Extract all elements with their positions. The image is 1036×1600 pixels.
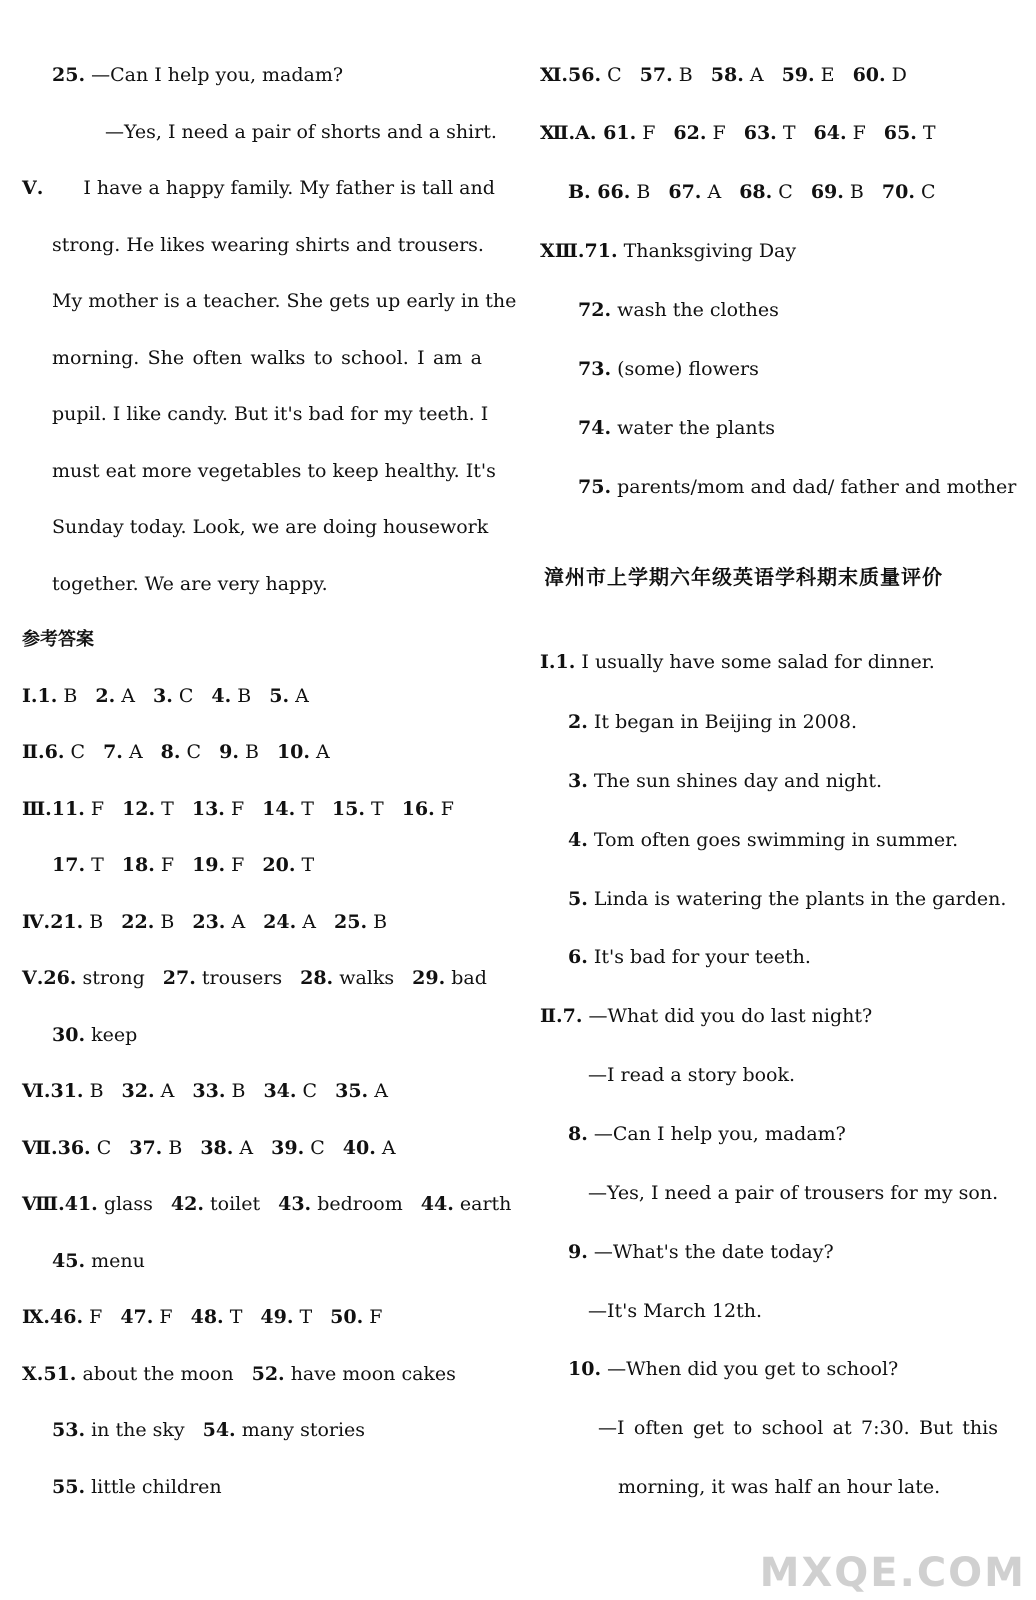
line-text: pupil. I like candy. But it's bad for my teeth. I — [52, 403, 489, 425]
answer-row — [22, 966, 487, 990]
answer-item: 70. C — [881, 181, 936, 203]
answer-item: 13. F — [191, 798, 245, 820]
answer-item: 25. B — [334, 911, 388, 933]
line-text: —What's the date today? — [587, 1241, 834, 1263]
line-text: I have a happy family. My father is tall and — [83, 177, 495, 199]
answer-item: 52. have moon cakes — [251, 1363, 456, 1385]
answer-row — [540, 63, 907, 87]
section-numeral: Ⅳ. — [22, 911, 51, 933]
answer-item: 29. bad — [412, 967, 487, 989]
text-line — [598, 1416, 998, 1440]
answer-row — [568, 180, 936, 204]
answer-item: 12. T — [122, 798, 174, 820]
answer-item: 1. B — [37, 685, 78, 707]
answer-item: 55. little children — [52, 1476, 222, 1498]
item-number: 6. — [568, 946, 588, 968]
line-text: Sunday today. Look, we are doing housework — [52, 516, 489, 538]
line-text: —I read a story book. — [588, 1064, 796, 1086]
item-number: 3. — [568, 770, 588, 792]
answer-item: 34. C — [263, 1080, 318, 1102]
text-line — [568, 1122, 846, 1146]
answer-item: 45. menu — [52, 1250, 145, 1272]
text-line — [52, 515, 489, 539]
text-line — [568, 828, 958, 852]
answer-row — [22, 797, 454, 821]
section-numeral: Ⅹ. — [22, 1363, 44, 1385]
text-line — [588, 1181, 998, 1205]
text-line — [22, 176, 495, 200]
text-line — [52, 289, 517, 313]
line-text: —What did you do last night? — [582, 1005, 873, 1027]
answer-item: 54. many stories — [202, 1419, 366, 1441]
answer-item: 8. C — [160, 741, 202, 763]
answer-item: 5. A — [269, 685, 309, 707]
answer-item: 39. C — [271, 1137, 325, 1159]
section-numeral: Ⅵ. — [22, 1080, 51, 1102]
line-text: Linda is watering the plants in the garden. — [587, 888, 1007, 910]
text-line — [588, 1063, 795, 1087]
answer-item: 19. F — [192, 854, 245, 876]
line-text: —Yes, I need a pair of trousers for my son. — [588, 1182, 999, 1204]
answer-item: 58. A — [710, 64, 764, 86]
answer-item: 24. A — [263, 911, 316, 933]
answer-row — [22, 910, 387, 934]
answer-item: 22. B — [121, 911, 175, 933]
text-line — [568, 945, 811, 969]
answer-row — [540, 239, 796, 263]
section-numeral: XⅢ. — [540, 240, 585, 262]
text-line — [105, 120, 497, 144]
answer-item: 20. T — [262, 854, 315, 876]
text-line — [568, 1240, 834, 1264]
answer-item: A. 61. F — [575, 122, 656, 144]
text-line — [52, 572, 328, 596]
answer-item: 71. Thanksgiving Day — [584, 240, 797, 262]
answer-row — [52, 1249, 145, 1273]
text-line — [618, 1475, 940, 1499]
line-text: The sun shines day and night. — [587, 770, 883, 792]
answer-item: 40. A — [342, 1137, 396, 1159]
section-numeral: Ⅸ. — [22, 1306, 51, 1328]
answer-item: 4. B — [211, 685, 252, 707]
answer-item: 36. C — [57, 1137, 112, 1159]
answer-row — [22, 1192, 511, 1216]
item-number: 8. — [568, 1123, 588, 1145]
answer-item: 37. B — [129, 1137, 183, 1159]
answer-row — [52, 1475, 222, 1499]
item-number: 1. — [555, 651, 576, 673]
answer-row — [22, 1305, 382, 1329]
answers-heading: 参考答案 — [22, 629, 94, 650]
answer-item: 48. T — [190, 1306, 243, 1328]
line-text: morning, it was half an hour late. — [618, 1476, 941, 1498]
section-numeral: Ⅺ. — [540, 64, 569, 86]
section-numeral: Ⅲ. — [22, 798, 52, 820]
answer-row — [578, 475, 1016, 499]
section-numeral: Ⅶ. — [22, 1137, 58, 1159]
answer-row — [52, 1418, 365, 1442]
answer-item: 68. C — [739, 181, 793, 203]
answer-item: 67. A — [668, 181, 722, 203]
item-number: 9. — [568, 1241, 588, 1263]
answer-item: 33. B — [192, 1080, 246, 1102]
answer-item: 57. B — [639, 64, 693, 86]
section-title: 漳州市上学期六年级英语学科期末质量评价 — [544, 565, 943, 589]
answer-item: 41. glass — [64, 1193, 153, 1215]
answer-item: 28. walks — [300, 967, 395, 989]
item-number: 10. — [568, 1358, 602, 1380]
answer-item: 3. C — [152, 685, 194, 707]
text-line — [568, 1357, 898, 1381]
answer-item: 74. water the plants — [578, 417, 776, 439]
line-text: I usually have some salad for dinner. — [575, 651, 935, 673]
answer-row — [578, 416, 775, 440]
watermark: MXQE.COM — [759, 1550, 1026, 1596]
answer-item: 50. F — [330, 1306, 383, 1328]
line-text: It's bad for your teeth. — [587, 946, 811, 968]
section-numeral: Ⅰ. — [22, 685, 38, 707]
answer-item: B. 66. B — [568, 181, 651, 203]
answer-item: 11. F — [51, 798, 105, 820]
answer-item: 53. in the sky — [52, 1419, 185, 1441]
line-text: strong. He likes wearing shirts and trousers. — [52, 234, 484, 256]
answer-item: 32. A — [121, 1080, 175, 1102]
answer-item: 14. T — [262, 798, 314, 820]
answer-item: 6. C — [44, 741, 86, 763]
answer-item: 17. T — [52, 854, 104, 876]
answer-item: 9. B — [219, 741, 259, 763]
answer-item: 38. A — [200, 1137, 254, 1159]
line-text: Tom often goes swimming in summer. — [587, 829, 959, 851]
line-text: —I often get to school at 7:30. But this — [598, 1417, 998, 1439]
answer-row — [22, 1079, 388, 1103]
answer-row — [540, 121, 936, 145]
line-text: morning. She often walks to school. I am a — [52, 347, 482, 369]
line-text: —Yes, I need a pair of shorts and a shirt. — [105, 121, 497, 143]
answer-item: 62. F — [673, 122, 726, 144]
item-number: 4. — [568, 829, 588, 851]
item-number: 2. — [568, 711, 588, 733]
answer-row — [578, 298, 779, 322]
section-numeral: Ⅱ. — [22, 741, 45, 763]
line-text: —Can I help you, madam? — [587, 1123, 846, 1145]
answer-item: 60. D — [852, 64, 907, 86]
answer-item: 64. F — [813, 122, 866, 144]
answer-item: 56. C — [568, 64, 622, 86]
answer-row — [22, 684, 309, 708]
answer-item: 72. wash the clothes — [578, 299, 779, 321]
answer-item: 63. T — [743, 122, 796, 144]
section-numeral: Ⅴ. — [22, 967, 44, 989]
answer-item: 73. (some) flowers — [578, 358, 759, 380]
section-numeral: Ⅻ. — [540, 122, 576, 144]
answer-item: 59. E — [781, 64, 835, 86]
answer-item: 7. A — [103, 741, 143, 763]
answer-item: 16. F — [401, 798, 454, 820]
answer-row — [22, 1362, 456, 1386]
answer-row — [22, 1136, 396, 1160]
answer-item: 26. strong — [43, 967, 145, 989]
answer-row — [578, 357, 759, 381]
line-text: together. We are very happy. — [52, 573, 328, 595]
answer-item: 18. F — [121, 854, 175, 876]
text-line — [540, 650, 935, 674]
answer-row — [52, 1023, 137, 1047]
line-text: It began in Beijing in 2008. — [587, 711, 858, 733]
line-text: My mother is a teacher. She gets up early in the — [52, 290, 517, 312]
text-line — [52, 233, 482, 257]
answer-item: 46. F — [50, 1306, 103, 1328]
item-number: 25. — [52, 64, 86, 86]
answer-item: 43. bedroom — [278, 1193, 403, 1215]
answer-item: 69. B — [810, 181, 864, 203]
answer-item: 44. earth — [420, 1193, 512, 1215]
text-line — [540, 1004, 872, 1028]
answer-item: 65. T — [883, 122, 936, 144]
answer-item: 27. trousers — [162, 967, 283, 989]
answer-item: 75. parents/mom and dad/ father and mother — [578, 476, 1017, 498]
text-line — [588, 1299, 762, 1323]
answer-item: 35. A — [335, 1080, 388, 1102]
text-line — [568, 887, 1006, 911]
answer-item: 49. T — [260, 1306, 313, 1328]
item-number: 7. — [562, 1005, 583, 1027]
line-text: —It's March 12th. — [588, 1300, 763, 1322]
text-line — [52, 402, 489, 426]
answer-item: 21. B — [50, 911, 104, 933]
answer-item: 47. F — [120, 1306, 173, 1328]
answer-item: 42. toilet — [170, 1193, 261, 1215]
line-text: —Can I help you, madam? — [85, 64, 344, 86]
text-line — [568, 710, 857, 734]
text-line — [52, 346, 482, 370]
answer-row — [52, 853, 314, 877]
section-numeral: Ⅱ. — [540, 1005, 563, 1027]
text-line — [568, 769, 882, 793]
answer-item: 30. keep — [52, 1024, 138, 1046]
answer-item: 10. A — [276, 741, 330, 763]
answer-item: 15. T — [331, 798, 384, 820]
section-numeral: Ⅷ. — [22, 1193, 65, 1215]
section-numeral: Ⅰ. — [540, 651, 556, 673]
item-number: 5. — [568, 888, 588, 910]
answer-item: 23. A — [192, 911, 246, 933]
text-line — [52, 459, 496, 483]
item-number: Ⅴ. — [22, 177, 44, 199]
answer-row — [22, 740, 330, 764]
line-text: —When did you get to school? — [601, 1358, 899, 1380]
text-line — [52, 63, 343, 87]
answer-item: 2. A — [95, 685, 135, 707]
answer-item: 31. B — [50, 1080, 104, 1102]
answer-item: 51. about the moon — [43, 1363, 234, 1385]
line-text: must eat more vegetables to keep healthy. It's — [52, 460, 496, 482]
